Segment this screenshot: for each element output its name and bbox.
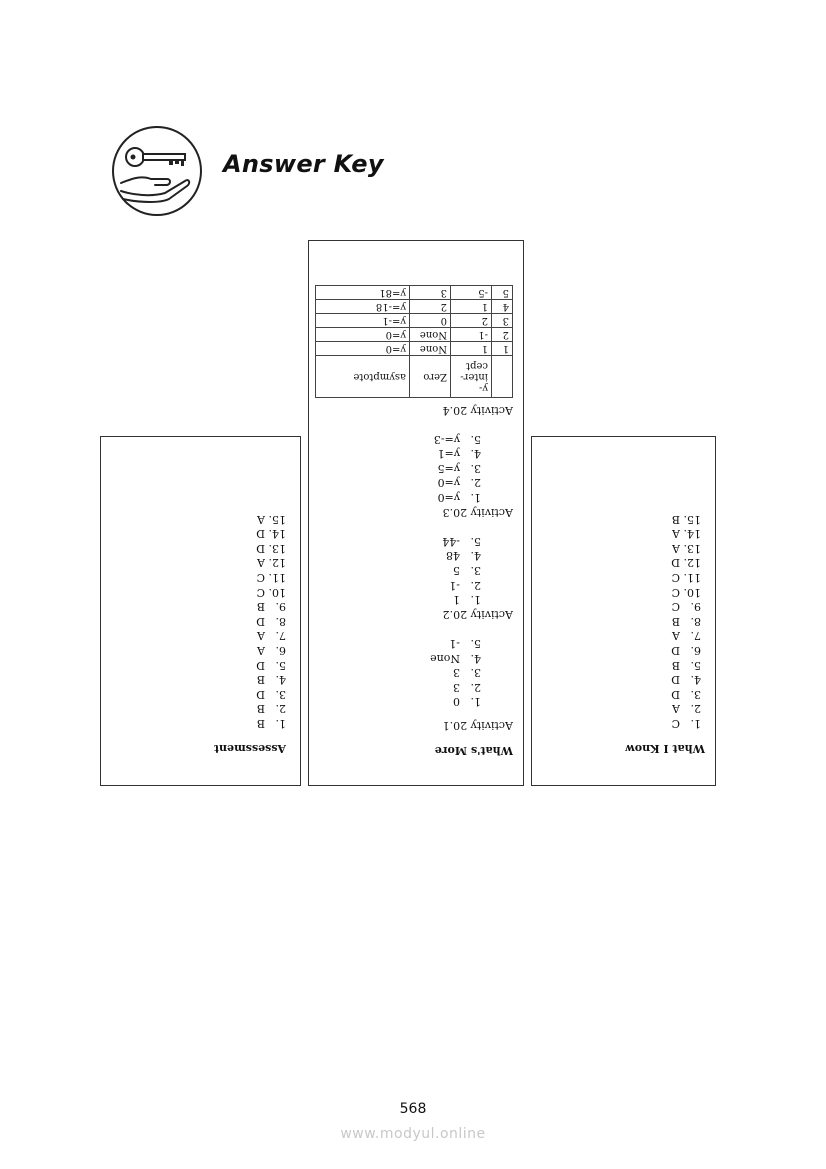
- list-item: 1. C: [671, 717, 701, 730]
- list-item: 2. -1: [449, 578, 481, 592]
- list-item: 5. y=-3: [433, 432, 481, 446]
- list-item: 14. A: [672, 527, 701, 541]
- list-item: 11. C: [256, 571, 286, 585]
- list-item: 8. B: [671, 614, 701, 628]
- assessment-box: [100, 436, 301, 786]
- whats-more-box: [308, 240, 524, 786]
- list-item: 13. D: [256, 541, 286, 555]
- table-cell: -5: [451, 285, 492, 299]
- list-item: 9. B: [256, 600, 286, 614]
- table-cell: None: [410, 327, 451, 341]
- table-row: [316, 285, 513, 299]
- table-cell: 0: [410, 313, 451, 327]
- list-item: 15. A: [257, 512, 286, 526]
- activity-title: Activity 20.2: [442, 607, 513, 621]
- table-row: [316, 327, 513, 341]
- table-cell: 2: [451, 313, 492, 327]
- list-item: 11. C: [671, 571, 701, 585]
- list-item: 3. 3: [453, 666, 481, 680]
- table-cell: 3: [492, 313, 513, 327]
- table-cell: 2: [492, 327, 513, 341]
- key-in-hand-icon: [111, 125, 203, 217]
- table-cell: -1: [451, 327, 492, 341]
- table-cell: 2: [410, 299, 451, 313]
- activity-title: Activity 20.4: [442, 403, 513, 417]
- activity-20-3: [317, 431, 513, 519]
- what-i-know-heading: What I Know: [625, 742, 705, 755]
- table-header-cell: [492, 355, 513, 397]
- list-item: 1. 0: [453, 695, 481, 709]
- list-item: 5. B: [671, 658, 701, 672]
- watermark: www.modyul.online: [340, 1126, 486, 1142]
- list-item: 4. None: [430, 651, 481, 665]
- page-title: Answer Key: [223, 150, 384, 178]
- list-item: 1. B: [256, 717, 286, 730]
- list-item: 5. -1: [449, 637, 481, 651]
- activity-20-4: [317, 285, 513, 417]
- activity-title: Activity 20.1: [442, 719, 513, 732]
- list-item: 1. 1: [453, 593, 481, 607]
- table-cell: y=0: [316, 341, 410, 355]
- list-item: 10. C: [671, 585, 701, 599]
- assessment-heading: Assessment: [213, 742, 286, 755]
- table-row: [316, 313, 513, 327]
- what-i-know-box: [531, 436, 716, 786]
- list-item: 14. D: [256, 527, 286, 541]
- list-item: 4. B: [256, 673, 286, 687]
- list-item: 12. A: [257, 556, 286, 570]
- assessment-answers: [214, 511, 286, 730]
- table-cell: y=-18: [316, 299, 410, 313]
- list-item: 12. D: [671, 556, 701, 570]
- list-item: 7. A: [257, 629, 286, 643]
- table-cell: 1: [492, 341, 513, 355]
- list-item: 3. 5: [453, 564, 481, 578]
- table-cell: 1: [451, 299, 492, 313]
- table-row: [316, 299, 513, 313]
- table-cell: 1: [451, 341, 492, 355]
- table-row: [316, 341, 513, 355]
- list-item: 2. A: [672, 702, 701, 716]
- table-header-row: [316, 355, 513, 397]
- list-item: 8. D: [256, 614, 286, 628]
- list-item: 4. 48: [446, 549, 481, 563]
- list-item: 9. C: [671, 600, 701, 614]
- what-i-know-answers: [625, 511, 705, 730]
- table-header-cell: y-inter-cept: [451, 355, 492, 397]
- table-cell: None: [410, 341, 451, 355]
- activity-20-2: [317, 533, 513, 621]
- table-cell: 4: [492, 299, 513, 313]
- activity-title: Activity 20.3: [442, 505, 513, 519]
- list-item: 13. A: [672, 541, 701, 555]
- table-cell: y=81: [316, 285, 410, 299]
- list-item: 7. A: [672, 629, 701, 643]
- list-item: 5. -44: [442, 534, 481, 548]
- table-cell: y=0: [316, 327, 410, 341]
- list-item: 2. B: [256, 702, 286, 716]
- table-header-cell: Zero: [410, 355, 451, 397]
- whats-more-heading: What's More: [434, 744, 513, 757]
- activity-20-1: [317, 635, 513, 732]
- list-item: 10. C: [256, 585, 286, 599]
- page-number: 568: [399, 1101, 427, 1117]
- list-item: 2. 3: [453, 680, 481, 694]
- table-cell: 5: [492, 285, 513, 299]
- list-item: 3. D: [671, 687, 701, 701]
- list-item: 6. A: [257, 644, 286, 658]
- table-header-cell: asymptote: [316, 355, 410, 397]
- list-item: 3. y=5: [437, 461, 481, 475]
- list-item: 3. D: [256, 687, 286, 701]
- list-item: 15. B: [671, 512, 701, 526]
- activity-20-4-table: [315, 285, 513, 398]
- table-cell: y=-1: [316, 313, 410, 327]
- list-item: 4. y=1: [437, 447, 481, 461]
- list-item: 5. D: [256, 658, 286, 672]
- table-cell: 3: [410, 285, 451, 299]
- list-item: 1. y=0: [437, 491, 481, 505]
- list-item: 2. y=0: [437, 476, 481, 490]
- list-item: 6. D: [671, 644, 701, 658]
- list-item: 4. D: [671, 673, 701, 687]
